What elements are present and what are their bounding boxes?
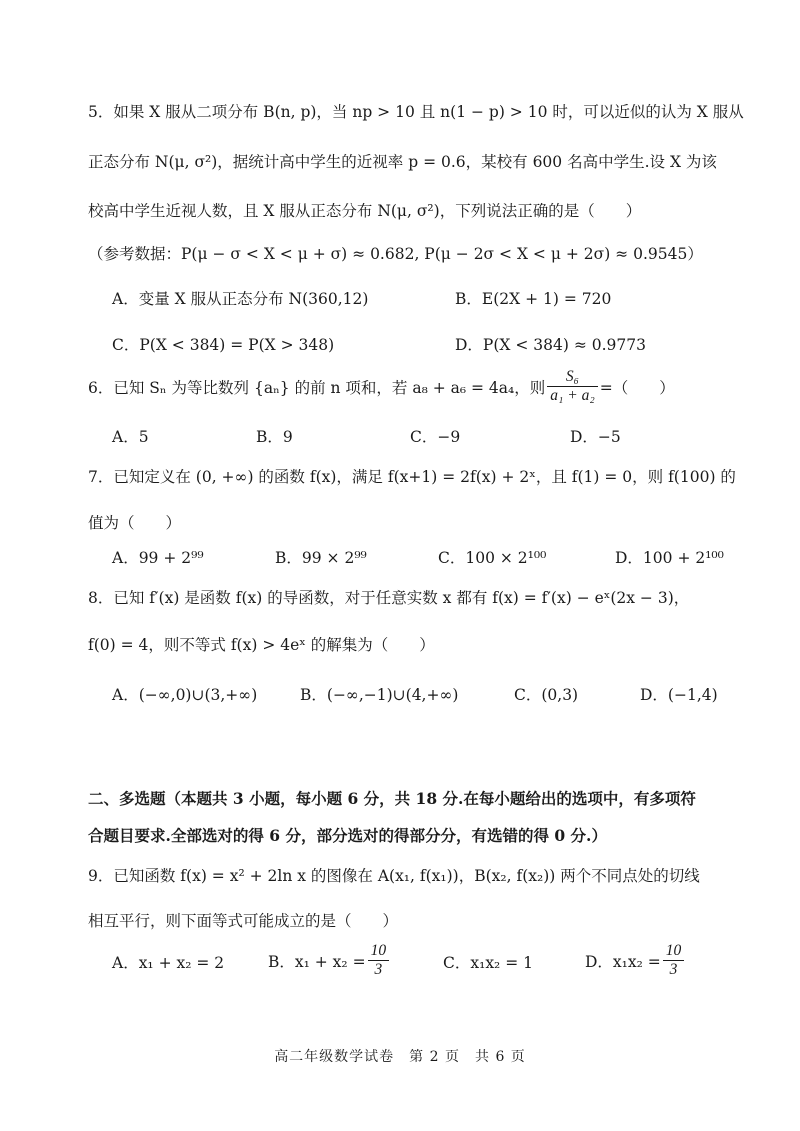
q9-line-1: 9．已知函数 f(x) = x² + 2ln x 的图像在 A(x₁, f(x₁))，B(x₂, f(x₂)) 两个不同点处的切线 — [88, 867, 700, 885]
q6-option-d: D．−5 — [570, 428, 621, 446]
q6-option-a: A．5 — [112, 428, 149, 446]
q8-line-1: 8．已知 f′(x) 是函数 f(x) 的导函数，对于任意实数 x 都有 f(x) = f′(x) − eˣ(2x − 3)， — [88, 589, 690, 607]
q9-option-d-fraction — [663, 942, 685, 979]
q9-option-b-text: B．x₁ + x₂ = — [268, 952, 366, 971]
q9-option-a: A．x₁ + x₂ = 2 — [112, 954, 225, 972]
q9-option-d — [585, 942, 686, 979]
q9-option-b-numerator: 10 — [368, 942, 390, 961]
q7-line-1: 7．已知定义在 (0, +∞) 的函数 f(x)，满足 f(x+1) = 2f(x) + 2ˣ，且 f(1) = 0，则 f(100) 的 — [88, 468, 736, 486]
q7-option-c: C．100 × 2¹⁰⁰ — [438, 549, 547, 567]
q6-stem-suffix: =（ ） — [599, 378, 675, 397]
page-footer: 高二年级数学试卷 第 2 页 共 6 页 — [274, 1049, 526, 1065]
q9-option-d-numerator: 10 — [663, 942, 685, 961]
q8-line-2: f(0) = 4，则不等式 f(x) > 4eˣ 的解集为（ ） — [88, 636, 435, 654]
q6-stem — [88, 368, 675, 405]
q9-option-d-text: D．x₁x₂ = — [585, 952, 661, 971]
q7-option-b: B．99 × 2⁹⁹ — [275, 549, 367, 567]
q9-option-c: C．x₁x₂ = 1 — [443, 954, 533, 972]
q5-line-3: 校高中学生近视人数，且 X 服从正态分布 N(μ, σ²)，下列说法正确的是（ ） — [88, 202, 642, 220]
q9-line-2: 相互平行，则下面等式可能成立的是（ ） — [88, 912, 399, 930]
q7-option-a: A．99 + 2⁹⁹ — [112, 549, 204, 567]
q8-option-d: D．(−1,4) — [640, 686, 718, 704]
q8-option-a: A．(−∞,0)∪(3,+∞) — [112, 686, 258, 704]
q6-fraction-denominator: a₁ + a₂ — [550, 387, 595, 404]
section2-heading-line-2: 合题目要求.全部选对的得 6 分，部分选对的得部分分，有选错的得 0 分.） — [88, 826, 607, 845]
q6-option-c: C．−9 — [410, 428, 461, 446]
q7-option-d: D．100 + 2¹⁰⁰ — [615, 549, 724, 567]
q6-option-b: B．9 — [256, 428, 293, 446]
q5-option-d: D．P(X < 384) ≈ 0.9773 — [455, 336, 646, 354]
q5-line-1: 5．如果 X 服从二项分布 B(n, p)，当 np > 10 且 n(1 − p) > 10 时，可以近似的认为 X 服从 — [88, 103, 744, 121]
q5-option-c: C．P(X < 384) = P(X > 348) — [112, 336, 335, 354]
q5-reference-data: （参考数据：P(μ − σ < X < μ + σ) ≈ 0.682, P(μ − 2σ < X < μ + 2σ) ≈ 0.9545） — [88, 245, 703, 263]
q5-option-a: A．变量 X 服从正态分布 N(360,12) — [112, 290, 369, 308]
section2-heading-line-1: 二、多选题（本题共 3 小题，每小题 6 分，共 18 分.在每小题给出的选项中，有多项符 — [88, 789, 696, 808]
q6-stem-text: 6．已知 Sₙ 为等比数列 {aₙ} 的前 n 项和，若 a₈ + a₆ = 4a₄，则 — [88, 378, 546, 397]
q9-option-b-denominator: 3 — [374, 961, 383, 978]
q5-option-b: B．E(2X + 1) = 720 — [455, 290, 612, 308]
q6-fraction-numerator: S₆ — [547, 368, 598, 387]
q9-option-b — [268, 942, 391, 979]
q7-line-2: 值为（ ） — [88, 514, 182, 532]
q8-option-b: B．(−∞,−1)∪(4,+∞) — [300, 686, 459, 704]
q9-option-d-denominator: 3 — [669, 961, 678, 978]
q8-option-c: C．(0,3) — [514, 686, 579, 704]
q6-fraction — [547, 368, 598, 405]
q5-line-2: 正态分布 N(μ, σ²)，据统计高中学生的近视率 p = 0.6，某校有 600 名高中学生.设 X 为该 — [88, 153, 717, 171]
q9-option-b-fraction — [368, 942, 390, 979]
